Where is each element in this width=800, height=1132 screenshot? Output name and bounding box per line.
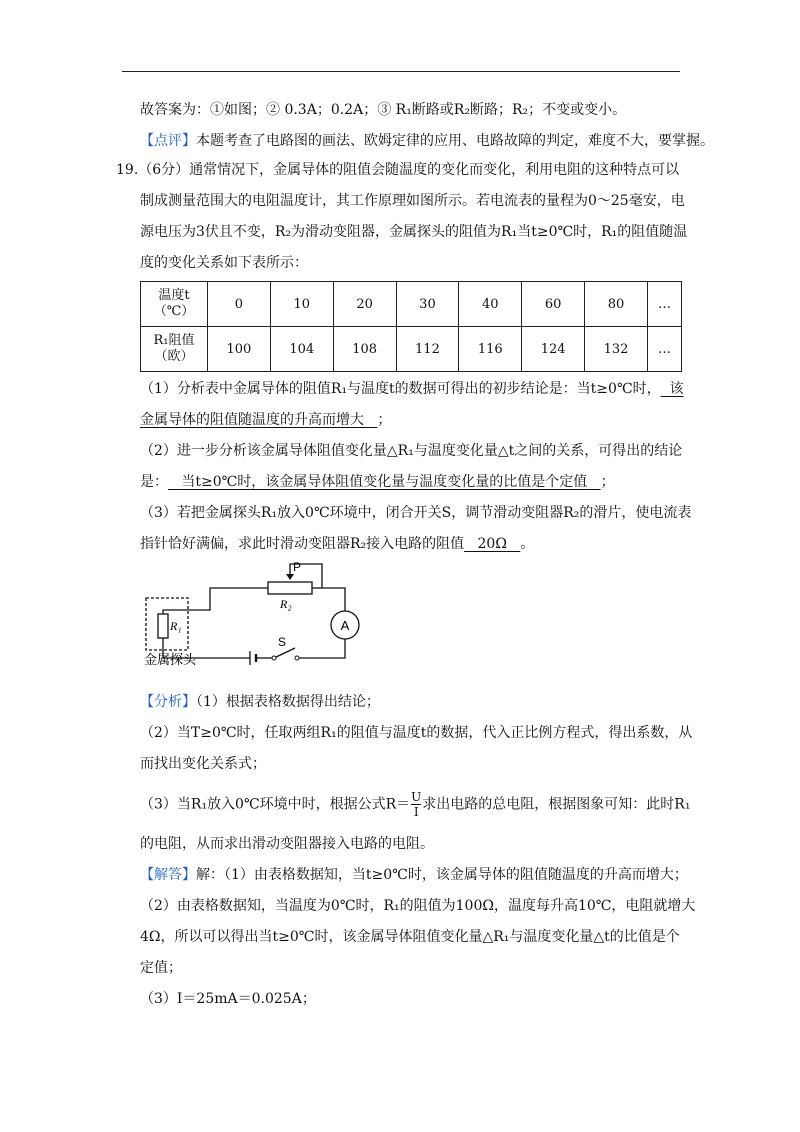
review-tag: 【点评】 xyxy=(140,133,196,149)
part3-answer: 20Ω xyxy=(477,536,507,552)
table-cell: 0 xyxy=(208,282,271,327)
question-line-2: 制成测量范围大的电阻温度计，其工作原理如图所示。若电流表的量程为0～25毫安，电 xyxy=(140,193,685,209)
formula-fraction: $\frac{U}{I}$ xyxy=(411,790,422,819)
table-header-temp: 温度t （℃） xyxy=(141,282,208,327)
table-cell: 112 xyxy=(396,327,459,372)
table-cell: 124 xyxy=(522,327,585,372)
solution-line-5: （3）I＝25mA＝0.025A； xyxy=(140,991,316,1007)
table-cell: 104 xyxy=(270,327,333,372)
question-line-1: 19.（6分）通常情况下，金属导体的阻值会随温度的变化而变化，利用电阻的这种特点可以 xyxy=(116,162,680,178)
switch-contact-icon xyxy=(272,656,276,660)
table-cell: 80 xyxy=(585,282,648,327)
table-cell: 60 xyxy=(522,282,585,327)
slider-label: P xyxy=(293,560,302,574)
analysis-line-5: 的电阻，从而求出滑动变阻器接入电路的电阻。 xyxy=(140,836,434,852)
question-number: 19. xyxy=(116,162,139,178)
header-rule xyxy=(122,71,680,72)
analysis-line-1: 【分析】（1）根据表格数据得出结论； xyxy=(140,694,380,710)
review-line xyxy=(140,131,714,151)
part2-line-2: 是： 当t≥0℃时，该金属导体阻值变化量与温度变化量的比值是个定值 ； xyxy=(140,474,615,490)
wire-bottom-right xyxy=(298,639,345,658)
r1-resistor xyxy=(158,614,168,638)
analysis-line-4: （3）当R₁放入0℃环境中时，根据公式R＝ $\frac{U}{I}$ 求出电路的总电阻，根据图象可知：此时R₁ xyxy=(140,790,691,819)
solution-line-3: 4Ω，所以可以得出当t≥0℃时，该金属导体阻值变化量△R₁与温度变化量△t的比值是个 xyxy=(140,929,680,945)
part1-line-1: （1）分析表中金属导体的阻值R₁与温度t的数据可得出的初步结论是：当t≥0℃时， 该 xyxy=(140,381,684,397)
table-cell: 20 xyxy=(333,282,396,327)
part1-line-2: 金属导体的阻值随温度的升高而增大 ； xyxy=(140,412,392,428)
table-cell: 132 xyxy=(585,327,648,372)
circuit-diagram xyxy=(140,558,370,674)
table-cell: 100 xyxy=(208,327,271,372)
table-cell: 108 xyxy=(333,327,396,372)
slider-arrow-icon xyxy=(286,574,294,580)
table-cell: 30 xyxy=(396,282,459,327)
part3-line-1: （3）若把金属探头R₁放入0℃环境中，闭合开关S，调节滑动变阻器R₂的滑片，使电流表 xyxy=(140,505,692,521)
review-text: 本题考查了电路图的画法、欧姆定律的应用、电路故障的判定，难度不大，要掌握。 xyxy=(196,133,714,149)
probe-label: 金属探头 xyxy=(144,653,197,668)
table-cell: 10 xyxy=(270,282,333,327)
answer-line: 故答案为：①如图；② 0.3A；0.2A；③ R₁断路或R₂断路；R₂；不变或变小。 xyxy=(140,102,627,118)
solution-line-1: 【解答】解：（1）由表格数据知，当t≥0℃时，该金属导体的阻值随温度的升高而增大； xyxy=(140,867,688,883)
solution-line-4: 定值； xyxy=(140,960,182,976)
table-cell: 116 xyxy=(459,327,522,372)
analysis-line-2: （2）当T≥0℃时，任取两组R₁的阻值与温度t的数据，代入正比例方程式，得出系数，从 xyxy=(140,725,693,741)
r1-label: R₁ xyxy=(170,619,182,633)
part1-answer-a: 该 xyxy=(669,381,684,397)
table-row xyxy=(141,282,682,327)
r2-label: R₂ xyxy=(280,597,292,611)
table-row xyxy=(141,327,682,372)
solution-tag: 【解答】 xyxy=(140,867,196,883)
table-cell: 40 xyxy=(459,282,522,327)
resistance-table xyxy=(140,281,682,372)
table-header-r1: R₁阻值 （欧） xyxy=(141,327,208,372)
switch-contact-icon xyxy=(295,656,299,660)
question-line-4: 度的变化关系如下表所示： xyxy=(140,255,308,271)
solution-line-2: （2）由表格数据知，当温度为0℃时，R₁的阻值为100Ω，温度每升高10℃，电阻就增大 xyxy=(140,898,696,914)
probe-box xyxy=(146,598,188,650)
ammeter-label: A xyxy=(340,618,350,633)
part1-answer-b: 金属导体的阻值随温度的升高而增大 xyxy=(140,412,364,428)
table-cell: … xyxy=(647,327,681,372)
r2-rheostat xyxy=(268,582,312,594)
wire-to-ammeter xyxy=(322,588,345,611)
analysis-line-3: 而找出变化关系式； xyxy=(140,756,266,772)
part2-line-1: （2）进一步分析该金属导体阻值变化量△R₁与温度变化量△t之间的关系，可得出的结论 xyxy=(140,443,683,459)
switch-label: S xyxy=(278,635,287,649)
wire-top-left xyxy=(163,588,268,614)
table-cell: … xyxy=(647,282,681,327)
question-line-3: 源电压为3伏且不变，R₂为滑动变阻器，金属探头的阻值为R₁当t≥0℃时，R₁的阻值随温 xyxy=(140,224,688,240)
part3-line-2: 指针恰好满偏，求此时滑动变阻器R₂接入电路的阻值 20Ω 。 xyxy=(140,536,535,552)
part2-answer: 当t≥0℃时，该金属导体阻值变化量与温度变化量的比值是个定值 xyxy=(181,474,588,490)
switch-arm xyxy=(274,648,295,658)
analysis-tag: 【分析】 xyxy=(140,694,196,710)
